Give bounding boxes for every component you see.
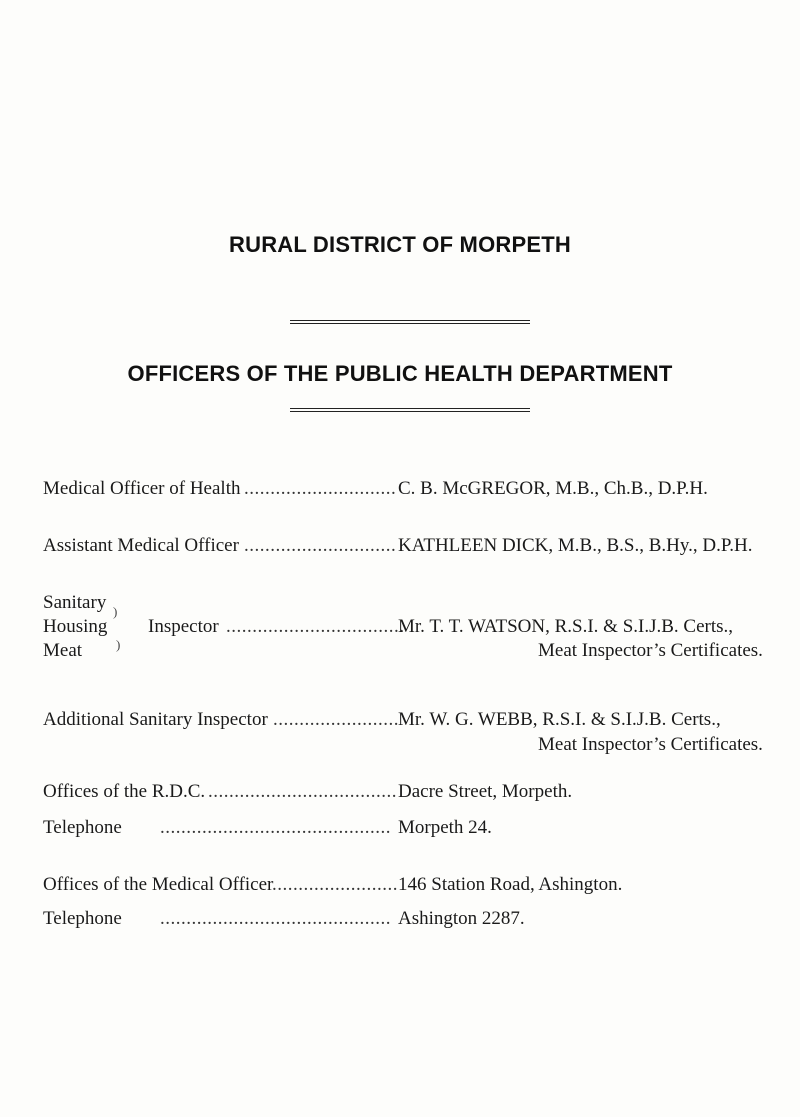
amo-value: KATHLEEN DICK, M.B., B.S., B.Hy., D.P.H. <box>398 535 753 556</box>
rdc-offices-label: Offices of the R.D.C. <box>43 781 206 802</box>
double-rule-top <box>290 320 530 324</box>
section-title: OFFICERS OF THE PUBLIC HEALTH DEPARTMENT <box>127 361 673 386</box>
moh-value: C. B. McGREGOR, M.B., Ch.B., D.P.H. <box>398 478 708 499</box>
moh-label: Medical Officer of Health <box>43 478 241 499</box>
inspector-label: Inspector <box>148 616 219 637</box>
inspector-value: Mr. T. T. WATSON, R.S.I. & S.I.J.B. Certs., <box>398 616 734 637</box>
additional-inspector-label: Additional Sanitary Inspector <box>43 709 268 730</box>
rdc-telephone-value: Morpeth 24. <box>398 817 492 838</box>
rdc-offices-value: Dacre Street, Morpeth. <box>398 781 573 802</box>
mo-telephone-value: Ashington 2287. <box>398 908 525 929</box>
leader-dots: .................................... <box>208 781 397 802</box>
inspector-type-sanitary: Sanitary <box>43 592 107 613</box>
mo-offices-value: 146 Station Road, Ashington. <box>398 874 623 895</box>
double-rule-bottom <box>290 408 530 412</box>
mo-offices-label: Offices of the Medical Officer <box>43 874 274 895</box>
mo-telephone-label: Telephone <box>43 908 122 929</box>
brace-mark: ) <box>113 604 118 619</box>
inspector-type-housing: Housing <box>43 616 108 637</box>
leader-dots: .................................. <box>226 616 405 637</box>
amo-label: Assistant Medical Officer <box>43 535 239 556</box>
leader-dots: ............................. <box>244 535 397 556</box>
leader-dots: ............................................ <box>160 908 391 929</box>
brace-mark: ) <box>116 637 121 652</box>
leader-dots: ............................. <box>244 478 397 499</box>
leader-dots: ........................ <box>273 709 399 730</box>
inspector-value-line2: Meat Inspector’s Certificates. <box>538 640 763 661</box>
inspector-type-meat: Meat <box>43 640 83 661</box>
additional-inspector-value: Mr. W. G. WEBB, R.S.I. & S.I.J.B. Certs., <box>398 709 721 730</box>
leader-dots: ........................ <box>272 874 398 895</box>
leader-dots: ............................................ <box>160 817 391 838</box>
rdc-telephone-label: Telephone <box>43 817 122 838</box>
document-title: RURAL DISTRICT OF MORPETH <box>229 232 571 257</box>
additional-inspector-value-line2: Meat Inspector’s Certificates. <box>538 734 763 755</box>
